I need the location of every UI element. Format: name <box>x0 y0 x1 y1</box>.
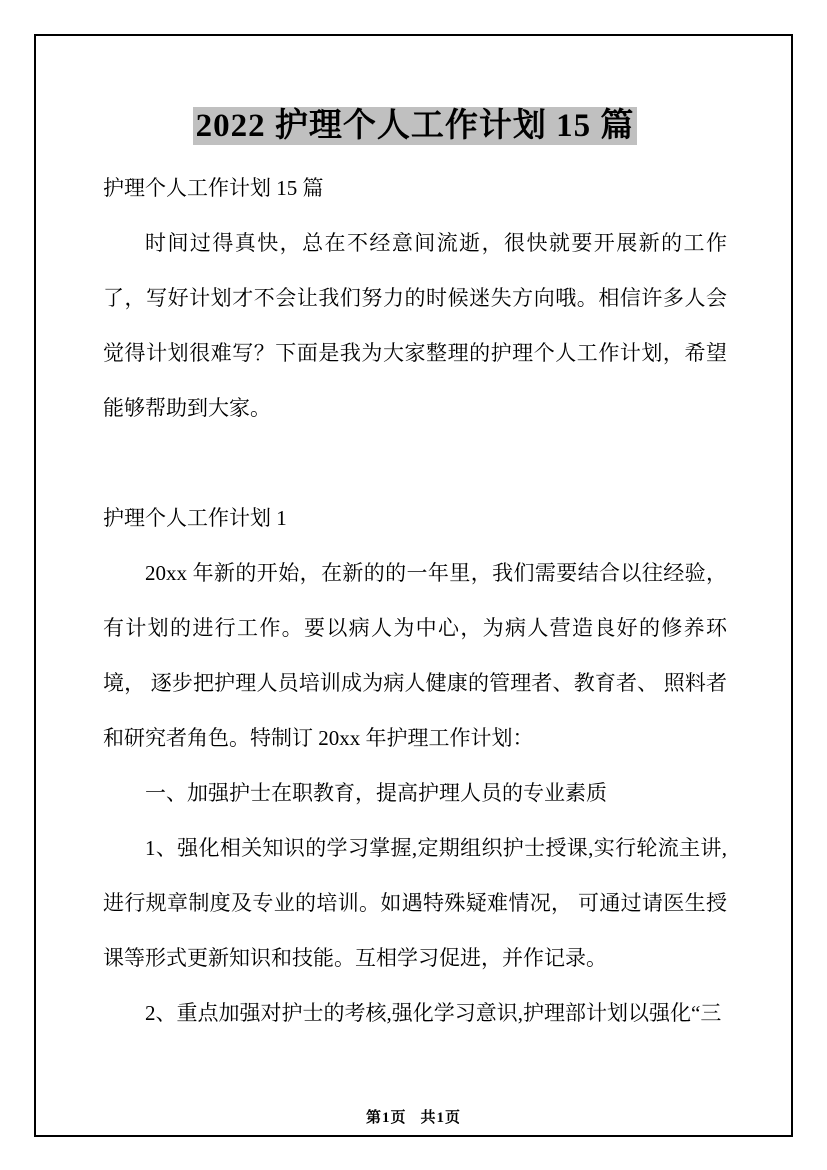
section-heading-plan-1: 护理个人工作计划 1 <box>103 505 287 530</box>
paragraph-plan-overview: 20xx 年新的开始，在新的的一年里，我们需要结合以往经验，有计划的进行工作。要以病人为中心，为病人营造良好的修养环境， 逐步把护理人员培训成为病人健康的管理者、教育者、 照料者和研究者角色。特制订 20xx 年护理工作计划： <box>103 560 727 750</box>
list-item-heading-1: 一、加强护士在职教育，提高护理人员的专业素质 <box>145 780 607 805</box>
paragraph-intro: 时间过得真快，总在不经意间流逝，很快就要开展新的工作了，写好计划才不会让我们努力的时候迷失方向哦。相信许多人会觉得计划很难写？下面是我为大家整理的护理个人工作计划，希望能够帮助到大家。 <box>103 230 727 420</box>
document-title <box>103 104 727 149</box>
page-footer <box>36 1106 791 1127</box>
footer-total-pages: 共1页 <box>420 1110 462 1126</box>
document-subtitle: 护理个人工作计划 15 篇 <box>103 175 324 200</box>
blank-line <box>103 436 727 491</box>
paragraph-point-2-truncated: 2、重点加强对护士的考核,强化学习意识,护理部计划以强化“三 <box>145 1000 722 1025</box>
paragraph-point-1: 1、强化相关知识的学习掌握,定期组织护士授课,实行轮流主讲,进行规章制度及专业的培训。如遇特殊疑难情况， 可通过请医生授课等形式更新知识和技能。互相学习促进，并作记录。 <box>103 835 727 970</box>
page-border <box>34 34 793 1137</box>
document-title-highlight: 2022 护理个人工作计划 15 篇 <box>193 107 638 145</box>
footer-current-page: 第1页 <box>365 1110 407 1126</box>
document-body <box>103 161 727 1041</box>
document-content <box>103 36 727 1041</box>
